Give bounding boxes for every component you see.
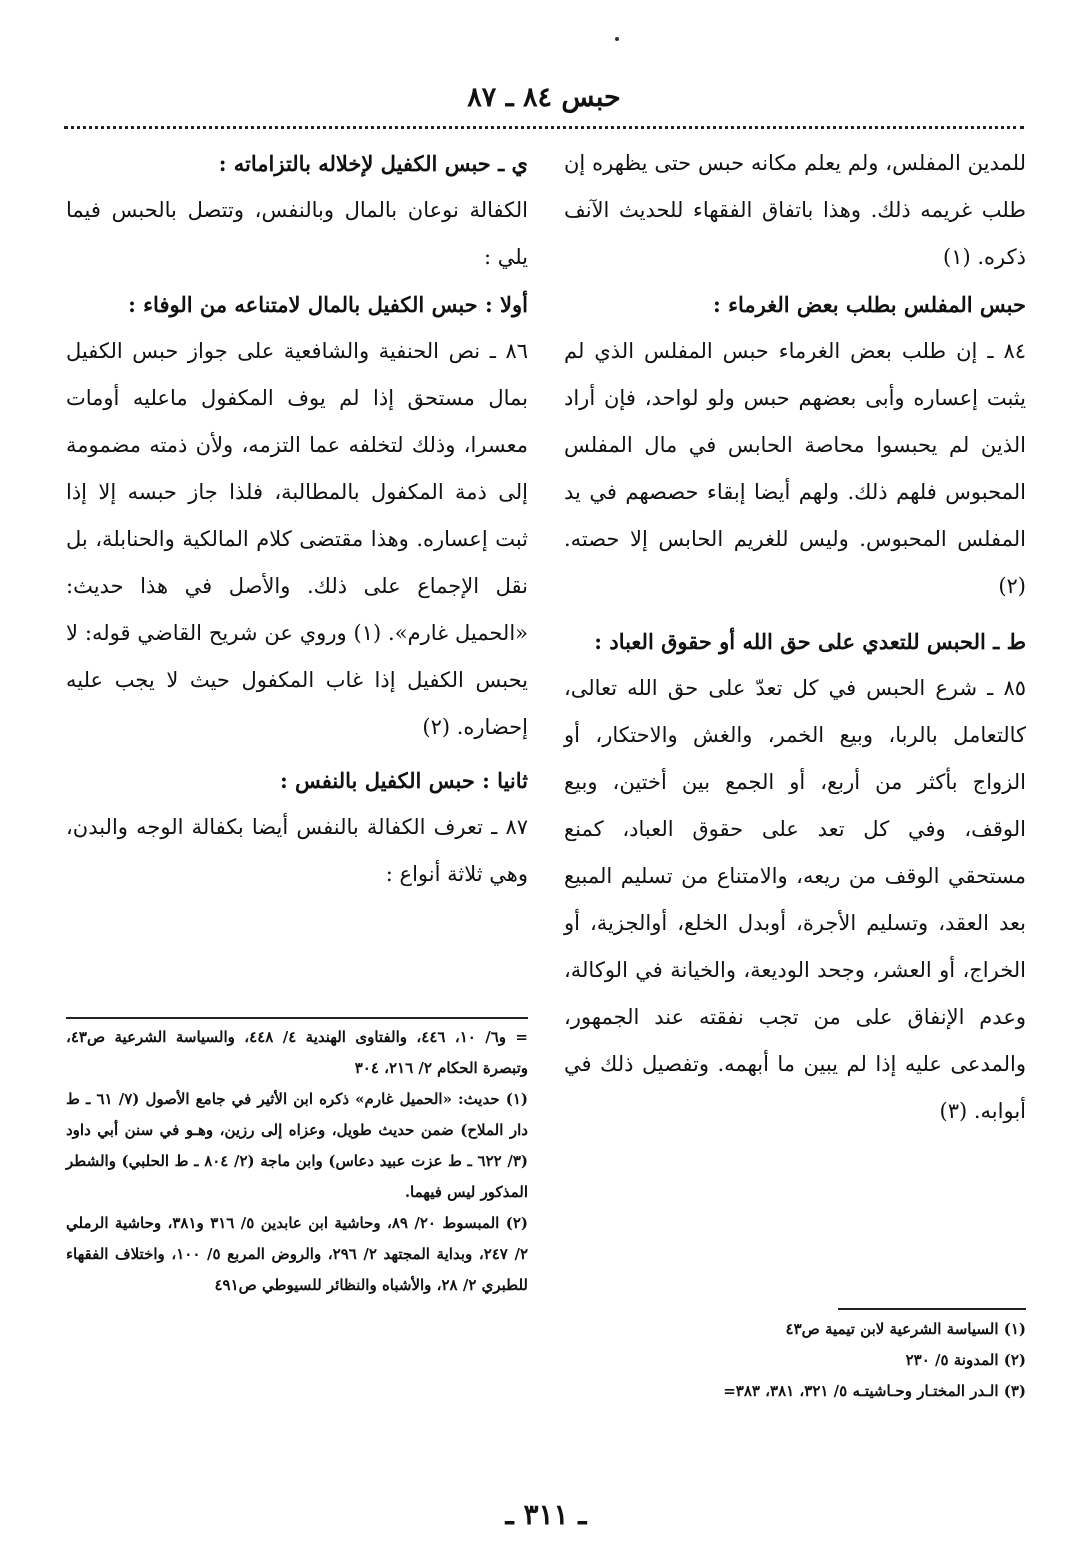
section-heading-ya: ي ـ حبس الكفيل لإخلاله بالتزاماته : — [218, 151, 528, 176]
section-heading-ta: ط ـ الحبس للتعدي على حق الله أو حقوق العباد : — [594, 629, 1026, 654]
footnotes-right — [564, 1314, 1026, 1407]
paragraph-85: ٨٥ ـ شرع الحبس في كل تعدّ على حق الله تعالى، كالتعامل بالربا، وبيع الخمر، والغش والاحتكار، أو الزواج بأكثر من أربع، أو الجمع بين أختين، وبيع الوقف، وفي كل تعد على حقوق العباد، كمنع مستحقي الوقف من ريعه، والامتناع من تسليم المبيع بعد العقد، وتسليم الأجرة، أوبدل الخلع، أوالجزية، أو الخراج، أو العشر، وجحد الوديعة، والخيانة في الوكالة، وعدم الإنفاق على من تجب نفقته عند الجمهور، والمدعى عليه إذا لم يبين ما أبهمه. وتفصيل ذلك في أبوابه. (٣) — [564, 676, 1026, 1123]
footnote-continuation-left: = و٦/ ١٠، ٤٤٦، والفتاوى الهندية ٤/ ٤٤٨، والسياسة الشرعية ص٤٣، وتبصرة الحكام ٢/ ٢١٦، ٣٠٤ — [66, 1028, 528, 1077]
running-header: حبس ٨٤ ـ ٨٧ — [467, 82, 621, 113]
footnote-rule-right — [838, 1308, 1026, 1310]
subheading-second: ثانيا : حبس الكفيل بالنفس : — [279, 768, 528, 793]
footnote-1-right: (١) السياسة الشرعية لابن تيمية ص٤٣ — [785, 1320, 1026, 1338]
footnote-1-left: (١) حديث: «الحميل غارم» ذكره ابن الأثير في جامع الأصول (٧/ ٦١ ـ ط دار الملاح) ضمن حديث طويل، وعزاه إلى رزين، وهـو في سنن أبي داود (٣/ ٦٢٢ ـ ط عزت عبيد دعاس) وابن ماجة (٢/ ٨٠٤ ـ ط الحلبي) والشطر المذكور ليس فيهما. — [66, 1090, 529, 1201]
page-number: ـ ٣١١ ـ — [505, 1498, 587, 1531]
paragraph-kafala-intro: الكفالة نوعان بالمال وبالنفس، وتتصل بالحبس فيما يلي : — [66, 198, 528, 269]
left-column — [66, 140, 528, 898]
paragraph-86: ٨٦ ـ نص الحنفية والشافعية على جواز حبس الكفيل بمال مستحق إذا لم يوف المكفول ماعليه أومات معسرا، وذلك لتخلفه عما التزمه، ولأن ذمته مضمومة إلى ذمة المكفول بالمطالبة، فلذا جاز حبسه إلا إذا ثبت إعساره. وهذا مقتضى كلام المالكية والحنابلة، بل نقل الإجماع على ذلك. والأصل في هذا حديث: «الحميل غارم». (١) وروي عن شريح القاضي قوله: لا يحبس الكفيل إذا غاب المكفول حيث لا يجب عليه إحضاره. (٢) — [66, 339, 529, 739]
footnote-rule-left — [66, 1017, 528, 1019]
paragraph-continuation: للمدين المفلس، ولم يعلم مكانه حبس حتى يظهره إن طلب غريمه ذلك. وهذا باتفاق الفقهاء للحديث الآنف ذكره. (١) — [564, 151, 1026, 269]
footnote-3-right: (٣) الـدر المختـار وحـاشيتـه ٥/ ٣٢١، ٣٨١، ٣٨٣= — [723, 1382, 1026, 1400]
section-heading-partial-creditors: حبس المفلس بطلب بعض الغرماء : — [713, 292, 1026, 317]
right-column — [564, 140, 1026, 1135]
header-dotted-rule — [64, 126, 1024, 129]
footnotes-left — [66, 1022, 528, 1301]
paragraph-87: ٨٧ ـ تعرف الكفالة بالنفس أيضا بكفالة الوجه والبدن، وهي ثلاثة أنواع : — [66, 815, 528, 886]
page-speck — [615, 37, 619, 41]
footnote-2-left: (٢) المبسوط ٢٠/ ٨٩، وحاشية ابن عابدين ٥/ ٣١٦ و٣٨١، وحاشية الرملي ٢/ ٢٤٧، وبداية المجتهد ٢/ ٢٩٦، والروض المربع ٥/ ١٠٠، واختلاف الفقهاء للطبري ٢/ ٢٨، والأشباه والنظائر للسيوطي ص٤٩١ — [66, 1214, 528, 1294]
footnote-2-right: (٢) المدونة ٥/ ٢٣٠ — [905, 1351, 1026, 1369]
subheading-first: أولا : حبس الكفيل بالمال لامتناعه من الوفاء : — [128, 292, 528, 317]
paragraph-84: ٨٤ ـ إن طلب بعض الغرماء حبس المفلس الذي لم يثبت إعساره وأبى بعضهم حبس ولو لواحد، فإن أراد الذين لم يحبسوا محاصة الحابس في مال المفلس المحبوس فلهم ذلك. ولهم أيضا إبقاء حصصهم في يد المفلس المحبوس. وليس للغريم الحابس إلا حصته. (٢) — [564, 339, 1026, 598]
